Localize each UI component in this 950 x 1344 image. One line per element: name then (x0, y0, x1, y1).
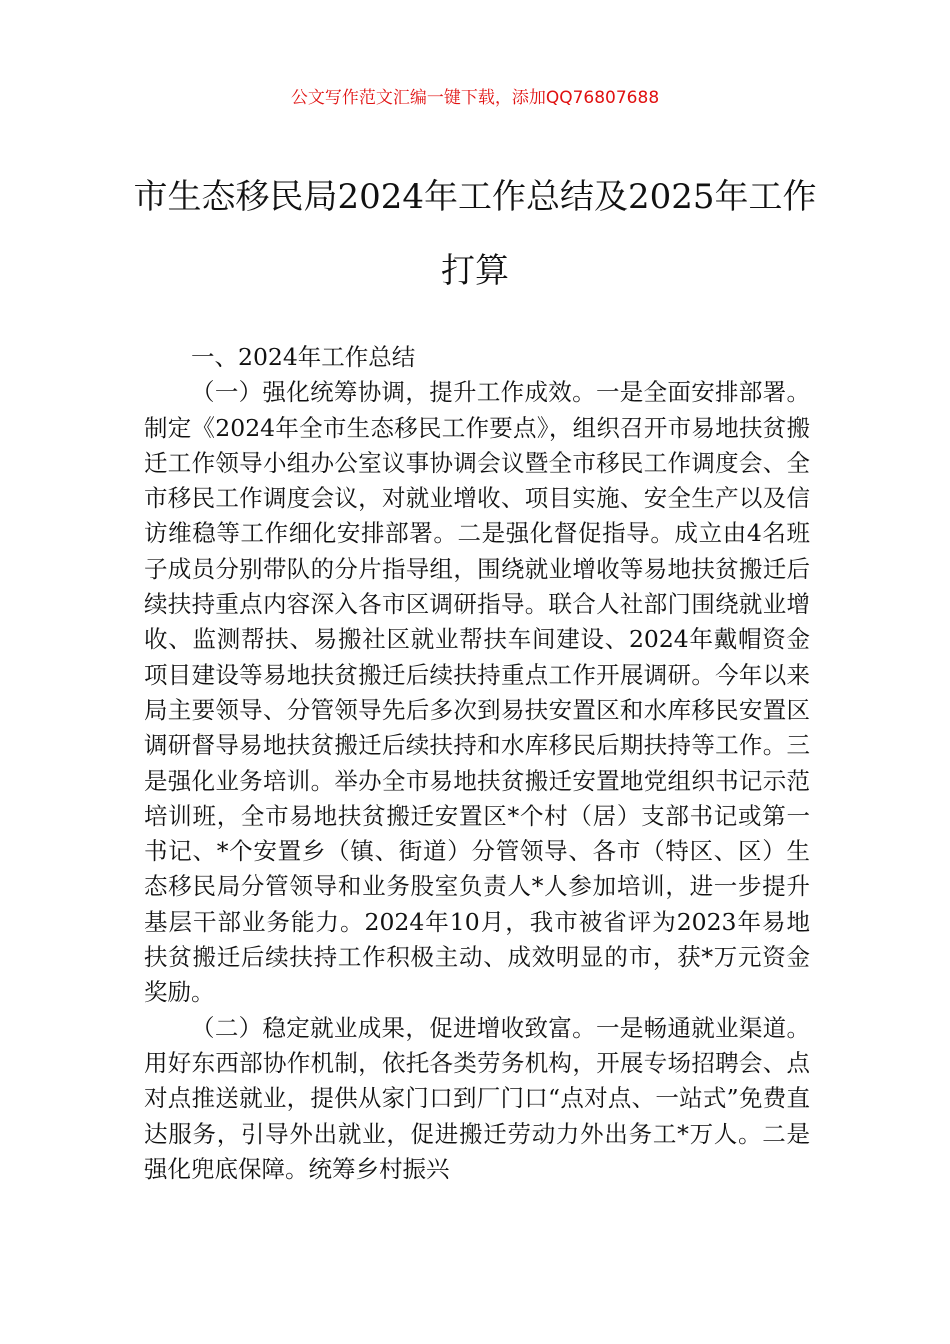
section-heading: 一、2024年工作总结 (191, 343, 416, 371)
body-paragraph: （二）稳定就业成果，促进增收致富。一是畅通就业渠道。用好东西部协作机制，依托各类劳务机构，开展专场招聘会、点对点推送就业，提供从家门口到厂门口“点对点、一站式”免费直达服务，引导外出就业，促进搬迁劳动力外出务工*万人。二是强化兜底保障。统筹乡村振兴 (144, 1013, 810, 1183)
body-paragraph: （一）强化统筹协调，提升工作成效。一是全面安排部署。制定《2024年全市生态移民工作要点》，组织召开市易地扶贫搬迁工作领导小组办公室议事协调会议暨全市移民工作调度会、全市移民工作调度会议，对就业增收、项目实施、安全生产以及信访维稳等工作细化安排部署。二是强化督促指导。成立由4名班子成员分别带队的分片指导组，围绕就业增收等易地扶贫搬迁后续扶持重点内容深入各市区调研指导。联合人社部门围绕就业增收、监测帮扶、易搬社区就业帮扶车间建设、2024年戴帽资金项目建设等易地扶贫搬迁后续扶持重点工作开展调研。今年以来局主要领导、分管领导先后多次到易扶安置区和水库移民安置区调研督导易地扶贫搬迁后续扶持和水库移民后期扶持等工作。三是强化业务培训。举办全市易地扶贫搬迁安置地党组织书记示范培训班，全市易地扶贫搬迁安置区*个村（居）支部书记或第一书记、*个安置乡（镇、街道）分管领导、各市（特区、区）生态移民局分管领导和业务股室负责人*人参加培训，进一步提升基层干部业务能力。2024年10月，我市被省评为2023年易地扶贫搬迁后续扶持工作积极主动、成效明显的市，获*万元资金奖励。 (144, 378, 810, 1007)
document-body (144, 340, 810, 1187)
header-note: 公文写作范文汇编一键下载，添加QQ76807688 (290, 88, 660, 108)
document-title: 市生态移民局2024年工作总结及2025年工作打算 (133, 177, 817, 291)
